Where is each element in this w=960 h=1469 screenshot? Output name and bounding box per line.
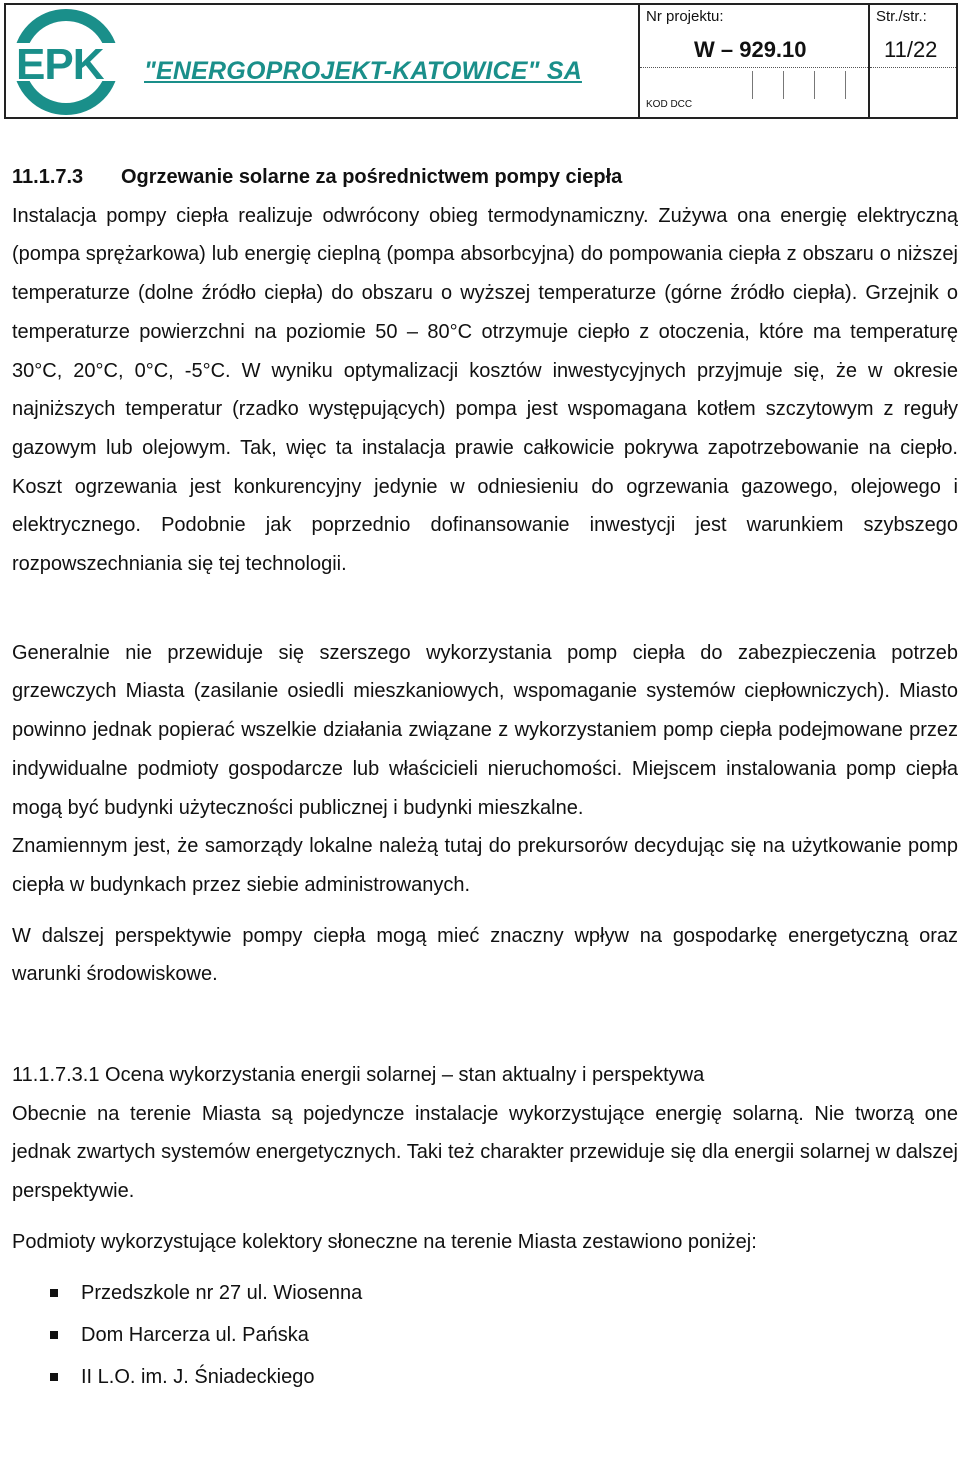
project-divider [640, 67, 868, 68]
subsection-title: Ocena wykorzystania energii solarnej – stan aktualny i perspektywa [105, 1064, 705, 1087]
epk-logo-icon [10, 7, 128, 117]
bullet-square-icon [50, 1373, 58, 1381]
paragraph: Znamiennym jest, że samorządy lokalne należą tutaj do prekursorów decydując się na użytkowanie pomp ciepła w budynkach przez siebie administrowanych. [12, 835, 958, 896]
list-item: Dom Harcerza ul. Pańska [12, 1314, 958, 1356]
project-cell [640, 5, 870, 117]
section-number: 11.1.7.3 [12, 166, 84, 188]
kod-boxes [640, 71, 868, 99]
paragraph: Generalnie nie przewiduje się szerszego wykorzystania pomp ciepła do zabezpieczenia potrzeb grzewczych Miasta (zasilanie osiedli mieszkaniowych, wspomaganie systemów ciepłowniczych). Miasto powinno jednak popierać wszelkie działania związane z wykorzystaniem pomp ciepła podejmowane przez indywidualne podmioty gospodarcze lub właścicieli nieruchomości. Miejscem instalowania pomp ciepła mogą być budynki użyteczności publicznej i budynki mieszkalne. [12, 641, 958, 819]
paragraph: Instalacja pompy ciepła realizuje odwrócony obieg termodynamiczny. Zużywa ona energię elektryczną (pompa sprężarkowa) lub energię cieplną (pompa absorbcyjna) do pompowania ciepła z obszaru o niższej temperaturze (dolne źródło ciepła) do obszaru o wyższej temperaturze (górne źródło ciepła). Grzejnik o temperaturze powierzchni na poziomie 50 – 80°C otrzymuje ciepło z otoczenia, które ma temperaturę 30°C, 20°C, 0°C, -5°C. W wyniku optymalizacji kosztów inwestycyjnych przyjmuje się, że w okresie najniższych temperatur (rzadko występujących) pompa jest wspomagana kotłem szczytowym z reguły gazowym lub olejowym. Tak, więc ta instalacja prawie całkowicie pokrywa zapotrzebowanie na ciepło. Koszt ogrzewania jest konkurencyjny jedynie w odniesieniu do ogrzewania gazowego, olejowego i elektrycznego. Podobnie jak poprzednio dofinansowanie inwestycji jest warunkiem szybszego rozpowszechniania się tej technologii. [12, 204, 958, 576]
section-heading [12, 158, 958, 197]
project-label: Nr projektu: [646, 8, 724, 25]
paragraph: Podmioty wykorzystujące kolektory słoneczne na terenie Miasta zestawiono poniżej: [12, 1230, 757, 1253]
subsection-number: 11.1.7.3.1 [12, 1064, 100, 1087]
list-item: Przedszkole nr 27 ul. Wiosenna [12, 1272, 958, 1314]
subsection-heading [12, 1056, 958, 1095]
section-title: Ogrzewanie solarne za pośrednictwem pompy ciepła [121, 166, 623, 188]
bullet-square-icon [50, 1289, 58, 1297]
logo-text: EPK [16, 40, 104, 89]
page-label: Str./str.: [876, 8, 927, 25]
document-body [12, 158, 958, 1398]
project-number: W – 929.10 [694, 37, 807, 62]
list-item: II L.O. im. J. Śniadeckiego [12, 1356, 958, 1398]
collector-list [12, 1272, 958, 1398]
paragraph: W dalszej perspektywie pompy ciepła mogą mieć znaczny wpływ na gospodarkę energetyczną oraz warunki środowiskowe. [12, 924, 958, 986]
paragraph: Obecnie na terenie Miasta są pojedyncze instalacje wykorzystujące energię solarną. Nie tworzą one jednak zwartych systemów energetycznych. Taki też charakter przewiduje się dla energii solarnej w dalszej perspektywie. [12, 1102, 958, 1203]
page-divider [870, 67, 956, 68]
page-cell [870, 5, 956, 117]
page-number: 11/22 [884, 37, 938, 62]
kod-label: KOD DCC [646, 99, 693, 110]
document-header [4, 3, 958, 119]
logo-cell [6, 5, 640, 117]
company-name: "ENERGOPROJEKT-KATOWICE" SA [144, 57, 582, 85]
bullet-square-icon [50, 1331, 58, 1339]
